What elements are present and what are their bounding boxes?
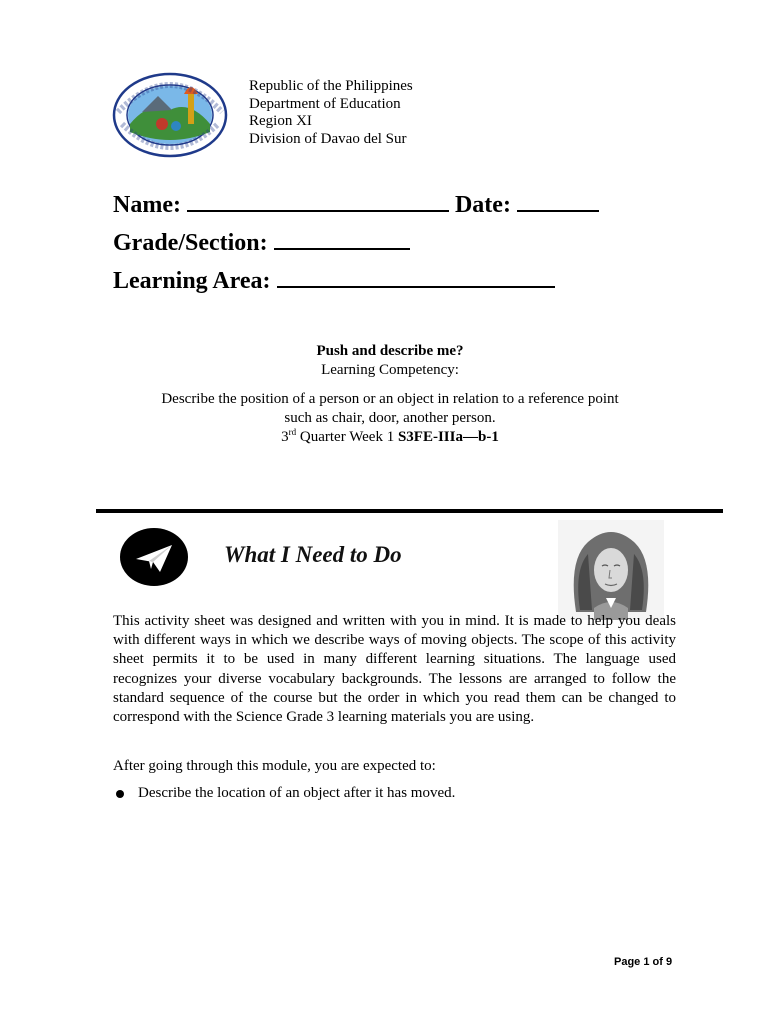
lesson-info — [110, 342, 670, 447]
section-title: What I Need to Do — [224, 542, 402, 567]
competency-line-2: such as chair, door, another person. — [284, 410, 496, 426]
date-label: Date: — [454, 192, 511, 218]
header-line-republic: Republic of the Philippines — [249, 78, 413, 94]
header-line-division: Division of Davao del Sur — [249, 130, 407, 147]
competency-line-1: Describe the position of a person or an object in relation to a reference point — [161, 391, 619, 407]
page-separator: of — [649, 956, 666, 968]
name-date-row — [113, 186, 599, 224]
name-label: Name: — [113, 192, 181, 218]
division-seal-logo — [112, 72, 228, 158]
grade-section-blank[interactable] — [274, 228, 410, 250]
expectation-intro: After going through this module, you are expected to: — [113, 758, 436, 774]
competency-label: Learning Competency: — [321, 362, 459, 378]
name-blank[interactable] — [187, 190, 449, 212]
agency-header — [249, 78, 413, 148]
portrait-engraving — [558, 520, 664, 620]
header-line-region: Region XI — [249, 113, 312, 129]
grade-section-label: Grade/Section: — [113, 230, 268, 256]
learning-area-row — [113, 262, 599, 300]
header-line-department: Department of Education — [249, 95, 401, 112]
page-label: Page — [614, 956, 644, 968]
quarter-text: Quarter Week 1 — [296, 429, 398, 445]
quarter-number: 3 — [281, 429, 289, 445]
page-number — [614, 956, 672, 968]
quarter-line — [110, 428, 670, 447]
section-badge — [120, 528, 188, 586]
student-info-fields — [113, 186, 599, 300]
quarter-ordinal: rd — [288, 427, 297, 437]
learning-area-blank[interactable] — [277, 266, 555, 288]
paper-plane-icon — [120, 528, 188, 586]
page-total: 9 — [665, 956, 673, 968]
objective-text: Describe the location of an object after it has moved. — [138, 785, 456, 801]
list-item — [113, 784, 455, 803]
section-divider — [96, 509, 723, 513]
page-current: 1 — [643, 956, 650, 968]
competency-code: S3FE-IIIa—b-1 — [397, 429, 499, 445]
intro-paragraph: This activity sheet was designed and written with you in mind. It is made to help you deals with different ways in which we describe ways of moving objects. The scope of this activity sheet permits it to be used in many different learning situations. The language used recognizes your diverse vocabulary backgrounds. The lessons are arranged to follow the standard sequence of the course but the order in which you read them can be changed to correspond with the Science Grade 3 learning materials you are using. — [113, 613, 676, 726]
date-blank[interactable] — [517, 190, 599, 212]
lesson-title: Push and describe me? — [316, 343, 464, 359]
learning-area-label: Learning Area: — [113, 268, 271, 294]
bullet-icon — [116, 790, 124, 798]
grade-section-row — [113, 224, 599, 262]
